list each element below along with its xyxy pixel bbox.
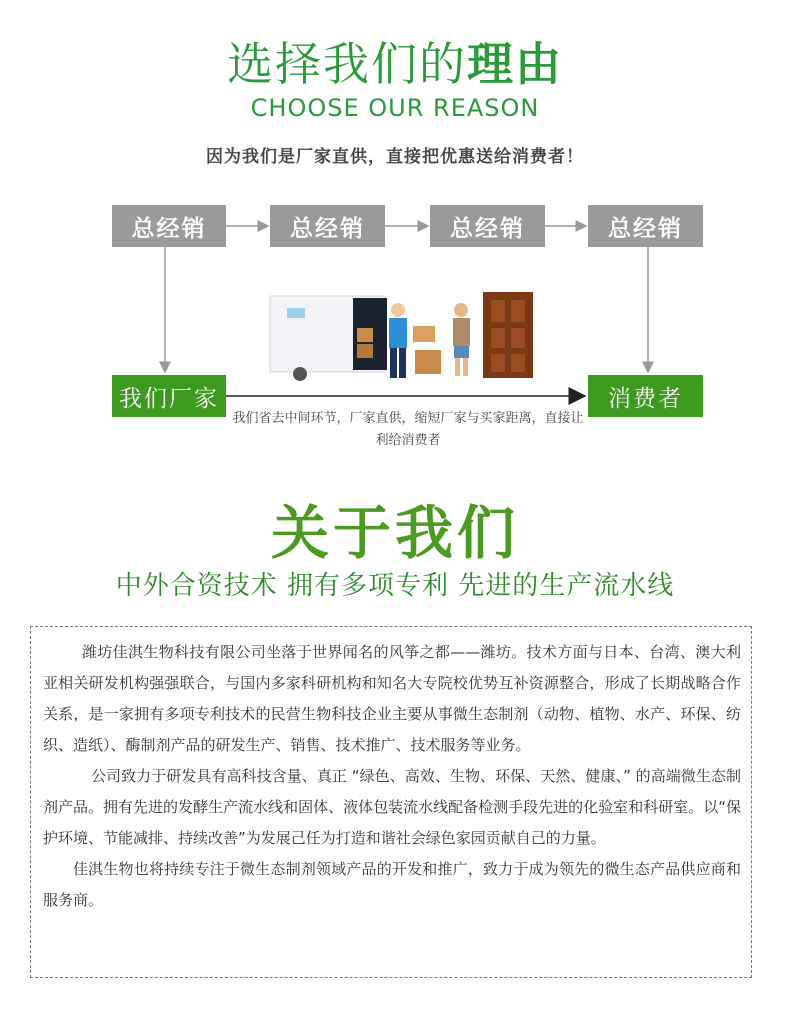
title-bold: 理由 bbox=[467, 37, 563, 91]
door-panel bbox=[491, 300, 505, 322]
door-panel bbox=[491, 328, 505, 348]
factory-box: 我们厂家 bbox=[112, 375, 226, 417]
distributor-box-3: 总经销 bbox=[430, 205, 545, 247]
cargo-box bbox=[357, 344, 373, 358]
door-panel bbox=[511, 300, 525, 322]
courier-leg bbox=[399, 348, 406, 378]
cargo-box bbox=[357, 328, 373, 342]
courier-body bbox=[389, 318, 407, 348]
consumer-box: 消费者 bbox=[588, 375, 703, 417]
distributor-box-1: 总经销 bbox=[112, 205, 226, 247]
distributor-box-4: 总经销 bbox=[588, 205, 703, 247]
door-panel bbox=[491, 354, 505, 372]
about-subtitle: 中外合资技术 拥有多项专利 先进的生产流水线 bbox=[115, 571, 675, 601]
company-description bbox=[30, 626, 752, 978]
customer-leg bbox=[455, 358, 460, 376]
courier-leg bbox=[390, 348, 397, 378]
parcel-box bbox=[413, 326, 435, 342]
delivery-illustration bbox=[265, 288, 540, 400]
english-subtitle: CHOOSE OUR REASON bbox=[250, 94, 540, 122]
door-panel bbox=[511, 354, 525, 372]
flow-note: 我们省去中间环节，厂家直供，缩短厂家与买家距离，直接让利给消费者 bbox=[232, 411, 584, 448]
customer-shorts bbox=[454, 346, 469, 358]
about-title: 关于我们 bbox=[270, 499, 519, 567]
parcel-box bbox=[415, 350, 441, 374]
truck-window bbox=[287, 308, 305, 318]
description-paragraph-3: 佳淇生物也将持续专注于微生态制剂领域产品的开发和推广，致力于成为领先的微生态产品供应商和服务商。 bbox=[43, 860, 741, 909]
customer-body bbox=[453, 318, 470, 346]
customer-head bbox=[454, 303, 468, 317]
door bbox=[483, 292, 533, 378]
distributor-box-2: 总经销 bbox=[270, 205, 385, 247]
intro-text: 因为我们是厂家直供，直接把优惠送给消费者！ bbox=[206, 147, 584, 167]
courier-head bbox=[391, 303, 405, 317]
description-paragraph-2: 公司致力于研发具有高科技含量、真正 “绿色、高效、生物、环保、天然、健康、” 的高端微生态制剂产品。拥有先进的发酵生产流水线和固体、液体包装流水线配备检测手段先进的化验室和科研室。以“保护环境、节能减排、持续改善”为发展己任为打造和谐社会绿色家园贡献自己的力量。 bbox=[43, 767, 741, 847]
door-panel bbox=[511, 328, 525, 348]
description-paragraph-1: 潍坊佳淇生物科技有限公司坐落于世界闻名的风筝之都——潍坊。技术方面与日本、台湾、澳大利亚相关研发机构强强联合，与国内多家科研机构和知名大专院校优势互补资源整合，形成了长期战略合作关系，是一家拥有多项专利技术的民营生物科技企业主要从事微生态制剂（动物、植物、水产、环保、纺织、造纸）、酶制剂产品的研发生产、销售、技术推广、技术服务等业务。 bbox=[43, 643, 741, 754]
customer-leg bbox=[463, 358, 468, 376]
truck-wheel bbox=[293, 367, 307, 381]
title-regular: 选择我们的 bbox=[227, 37, 467, 91]
